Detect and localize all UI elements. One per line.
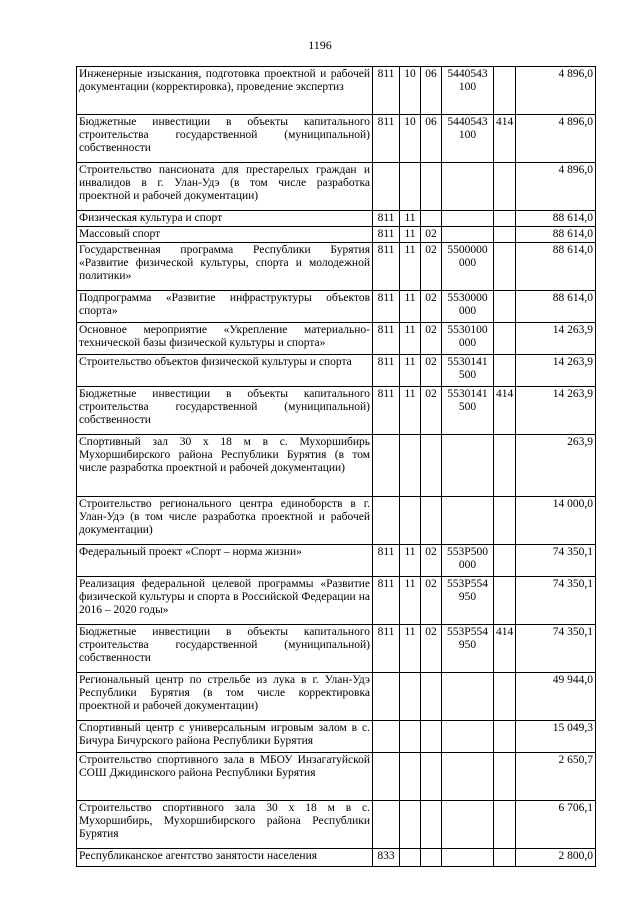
section-code: 11: [400, 211, 421, 227]
section-code: 11: [400, 323, 421, 355]
table-row: [77, 387, 596, 435]
subsection-code: [421, 211, 442, 227]
subsection-code: 02: [421, 227, 442, 243]
expense-type-code: [494, 435, 516, 497]
table-row: [77, 577, 596, 625]
amount: 4 896,0: [516, 115, 596, 163]
target-article-code: [442, 801, 494, 849]
section-code: [400, 801, 421, 849]
subsection-code: 02: [421, 545, 442, 577]
row-name: Строительство спортивного зала 30 х 18 м в с. Мухоршибирь, Мухоршибирского района Республики Бурятия: [77, 801, 373, 849]
section-code: 11: [400, 387, 421, 435]
section-code: 10: [400, 67, 421, 115]
row-name: Строительство объектов физической культуры и спорта: [77, 355, 373, 387]
row-name: Федеральный проект «Спорт – норма жизни»: [77, 545, 373, 577]
ministry-code: 811: [373, 355, 400, 387]
target-article-code: [442, 435, 494, 497]
amount: 14 263,9: [516, 323, 596, 355]
expense-type-code: [494, 323, 516, 355]
page-number: 1196: [308, 38, 332, 52]
target-article-code: [442, 497, 494, 545]
section-code: [400, 163, 421, 211]
ministry-code: 811: [373, 211, 400, 227]
amount: 6 706,1: [516, 801, 596, 849]
table-row: [77, 435, 596, 497]
amount: 88 614,0: [516, 243, 596, 291]
expense-type-code: [494, 753, 516, 801]
section-code: [400, 849, 421, 867]
target-article-code: 553P554 950: [442, 577, 494, 625]
subsection-code: 02: [421, 577, 442, 625]
section-code: 10: [400, 115, 421, 163]
row-name: Физическая культура и спорт: [77, 211, 373, 227]
subsection-code: 02: [421, 291, 442, 323]
expense-type-code: 414: [494, 625, 516, 673]
amount: 263,9: [516, 435, 596, 497]
amount: 15 049,3: [516, 721, 596, 753]
table-row: [77, 323, 596, 355]
target-article-code: [442, 163, 494, 211]
ministry-code: [373, 721, 400, 753]
table-row: [77, 211, 596, 227]
target-article-code: [442, 227, 494, 243]
table-row: [77, 801, 596, 849]
row-name: Спортивный зал 30 х 18 м в с. Мухоршибирь Мухоршибирского района Республики Бурятия (в том числе разработка проектной и рабочей документации): [77, 435, 373, 497]
subsection-code: 06: [421, 115, 442, 163]
amount: 4 896,0: [516, 163, 596, 211]
section-code: [400, 673, 421, 721]
ministry-code: 811: [373, 323, 400, 355]
expense-type-code: [494, 227, 516, 243]
ministry-code: 833: [373, 849, 400, 867]
ministry-code: 811: [373, 227, 400, 243]
subsection-code: [421, 163, 442, 211]
target-article-code: 5530141 500: [442, 387, 494, 435]
table-row: [77, 753, 596, 801]
ministry-code: 811: [373, 625, 400, 673]
row-name: Бюджетные инвестиции в объекты капитального строительства государственной (муниципальной) собственности: [77, 625, 373, 673]
table-row: [77, 673, 596, 721]
row-name: Региональный центр по стрельбе из лука в г. Улан-Удэ Республики Бурятия (в том числе корректировка проектной и рабочей документации): [77, 673, 373, 721]
row-name: Основное мероприятие «Укрепление материально-технической базы физической культуры и спорта»: [77, 323, 373, 355]
budget-table: [76, 66, 596, 867]
section-code: [400, 721, 421, 753]
amount: 2 800,0: [516, 849, 596, 867]
table-row: [77, 497, 596, 545]
amount: 88 614,0: [516, 211, 596, 227]
section-code: 11: [400, 243, 421, 291]
expense-type-code: [494, 801, 516, 849]
expense-type-code: 414: [494, 115, 516, 163]
table-body: [77, 67, 596, 867]
expense-type-code: [494, 67, 516, 115]
row-name: Массовый спорт: [77, 227, 373, 243]
subsection-code: [421, 497, 442, 545]
target-article-code: [442, 753, 494, 801]
section-code: 11: [400, 625, 421, 673]
section-code: 11: [400, 355, 421, 387]
target-article-code: [442, 211, 494, 227]
section-code: 11: [400, 291, 421, 323]
expense-type-code: [494, 673, 516, 721]
row-name: Бюджетные инвестиции в объекты капитального строительства государственной (муниципальной) собственности: [77, 115, 373, 163]
ministry-code: [373, 753, 400, 801]
expense-type-code: [494, 355, 516, 387]
ministry-code: 811: [373, 243, 400, 291]
target-article-code: 553P500 000: [442, 545, 494, 577]
expense-type-code: 414: [494, 387, 516, 435]
section-code: [400, 497, 421, 545]
ministry-code: 811: [373, 115, 400, 163]
expense-type-code: [494, 721, 516, 753]
amount: 49 944,0: [516, 673, 596, 721]
subsection-code: 02: [421, 323, 442, 355]
amount: 4 896,0: [516, 67, 596, 115]
target-article-code: 553P554 950: [442, 625, 494, 673]
amount: 14 263,9: [516, 387, 596, 435]
row-name: Бюджетные инвестиции в объекты капитального строительства государственной (муниципальной) собственности: [77, 387, 373, 435]
section-code: [400, 435, 421, 497]
expense-type-code: [494, 545, 516, 577]
subsection-code: 02: [421, 625, 442, 673]
row-name: Строительство спортивного зала в МБОУ Инзагатуйской СОШ Джидинского района Республики Бурятия: [77, 753, 373, 801]
target-article-code: [442, 721, 494, 753]
target-article-code: [442, 673, 494, 721]
table-row: [77, 67, 596, 115]
ministry-code: [373, 435, 400, 497]
row-name: Инженерные изыскания, подготовка проектной и рабочей документации (корректировка), проведение экспертиз: [77, 67, 373, 115]
target-article-code: 5530141 500: [442, 355, 494, 387]
expense-type-code: [494, 849, 516, 867]
ministry-code: 811: [373, 387, 400, 435]
subsection-code: [421, 435, 442, 497]
table-row: [77, 721, 596, 753]
table-row: [77, 227, 596, 243]
subsection-code: [421, 673, 442, 721]
table-row: [77, 849, 596, 867]
amount: 74 350,1: [516, 625, 596, 673]
subsection-code: [421, 721, 442, 753]
subsection-code: [421, 753, 442, 801]
subsection-code: 02: [421, 387, 442, 435]
ministry-code: 811: [373, 545, 400, 577]
table-row: [77, 291, 596, 323]
row-name: Строительство регионального центра единоборств в г. Улан-Удэ (в том числе разработка проектной и рабочей документации): [77, 497, 373, 545]
expense-type-code: [494, 211, 516, 227]
target-article-code: 5500000 000: [442, 243, 494, 291]
expense-type-code: [494, 163, 516, 211]
table-row: [77, 625, 596, 673]
amount: 14 263,9: [516, 355, 596, 387]
row-name: Строительство пансионата для престарелых граждан и инвалидов в г. Улан-Удэ (в том числе разработка проектной и рабочей документации): [77, 163, 373, 211]
subsection-code: 02: [421, 243, 442, 291]
amount: 88 614,0: [516, 227, 596, 243]
row-name: Спортивный центр с универсальным игровым залом в с. Бичура Бичурского района Республики Бурятия: [77, 721, 373, 753]
row-name: Подпрограмма «Развитие инфраструктуры объектов спорта»: [77, 291, 373, 323]
expense-type-code: [494, 243, 516, 291]
ministry-code: [373, 673, 400, 721]
amount: 74 350,1: [516, 577, 596, 625]
subsection-code: 06: [421, 67, 442, 115]
table-row: [77, 115, 596, 163]
ministry-code: [373, 497, 400, 545]
table-row: [77, 355, 596, 387]
ministry-code: 811: [373, 67, 400, 115]
amount: 14 000,0: [516, 497, 596, 545]
ministry-code: 811: [373, 291, 400, 323]
expense-type-code: [494, 497, 516, 545]
amount: 2 650,7: [516, 753, 596, 801]
ministry-code: 811: [373, 577, 400, 625]
target-article-code: 5440543 100: [442, 115, 494, 163]
amount: 88 614,0: [516, 291, 596, 323]
section-code: [400, 753, 421, 801]
expense-type-code: [494, 577, 516, 625]
section-code: 11: [400, 577, 421, 625]
section-code: 11: [400, 227, 421, 243]
ministry-code: [373, 801, 400, 849]
table-row: [77, 243, 596, 291]
subsection-code: [421, 801, 442, 849]
subsection-code: 02: [421, 355, 442, 387]
target-article-code: 5440543 100: [442, 67, 494, 115]
expense-type-code: [494, 291, 516, 323]
row-name: Государственная программа Республики Бурятия «Развитие физической культуры, спорта и молодежной политики»: [77, 243, 373, 291]
table-row: [77, 163, 596, 211]
subsection-code: [421, 849, 442, 867]
target-article-code: [442, 849, 494, 867]
amount: 74 350,1: [516, 545, 596, 577]
row-name: Реализация федеральной целевой программы «Развитие физической культуры и спорта в Российской Федерации на 2016 – 2020 годы»: [77, 577, 373, 625]
row-name: Республиканское агентство занятости населения: [77, 849, 373, 867]
ministry-code: [373, 163, 400, 211]
target-article-code: 5530000 000: [442, 291, 494, 323]
target-article-code: 5530100 000: [442, 323, 494, 355]
table-row: [77, 545, 596, 577]
section-code: 11: [400, 545, 421, 577]
